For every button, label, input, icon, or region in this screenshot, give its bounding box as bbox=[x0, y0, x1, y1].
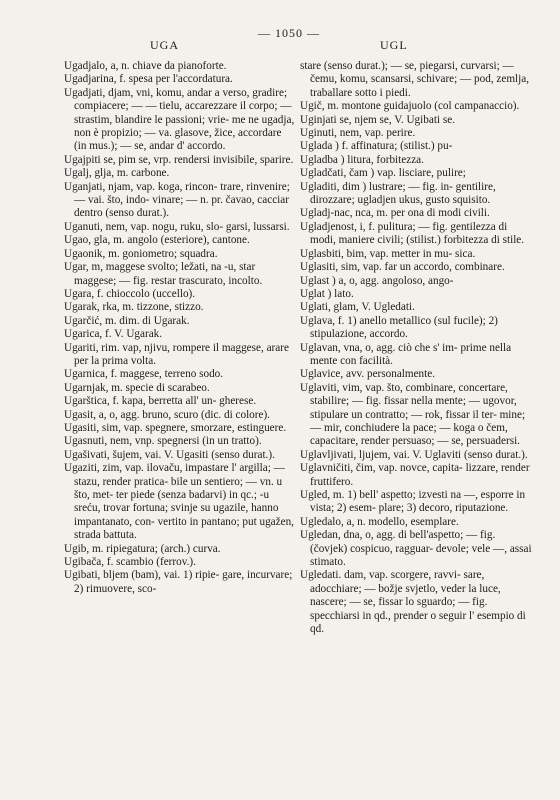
dictionary-entry: Uglaviti, vim, vap. što, combinare, concertare, stabilire; — fig. fissar nella mente; — ugovor, stipulare un contratto; — rok, fissar il ter- mine; — mir, conchiudere la pace; — koga o čem, capacitare, render persuaso; — se, persuadersi. bbox=[300, 381, 526, 448]
dictionary-entry: Uginjati se, njem se, V. Ugibati se. bbox=[300, 113, 455, 126]
dictionary-entry: Uglavničiti, čim, vap. novce, capita- lizzare, render fruttifero. bbox=[300, 462, 530, 488]
dictionary-entry: Ugibati, bljem (bam), vai. 1) ripie- gare, incurvare; 2) rimuovere, sco- bbox=[64, 569, 293, 595]
dictionary-entry: Ugarak, rka, m. tizzone, stizzo. bbox=[64, 301, 204, 314]
page-number: — 1050 — bbox=[258, 26, 320, 40]
left-column bbox=[64, 60, 296, 596]
dictionary-entry: Uglavljivati, ljujem, vai. V. Uglaviti (senso durat.). bbox=[300, 448, 528, 461]
dictionary-entry: Uglavice, avv. personalmente. bbox=[300, 368, 436, 381]
dictionary-entry: Ugarnjak, m. specie di scarabeo. bbox=[64, 381, 210, 394]
dictionary-entry: Ugadjalo, a, n. chiave da pianoforte. bbox=[64, 60, 227, 72]
dictionary-entry: Ugao, gla, m. angolo (esteriore), cantone. bbox=[64, 234, 250, 247]
dictionary-entry: Ugasit, a, o, agg. bruno, scuro (dic. di colore). bbox=[64, 408, 270, 421]
dictionary-entry: Ugledati. dam, vap. scorgere, ravvi- sare, adocchiare; — božje svjetlo, veder la luce, nascere; — se, fissar lo sguardo; — fig. specchiarsi in qd., prender o seguir l' esempio di qd. bbox=[300, 569, 526, 636]
dictionary-entry: Uganuti, nem, vap. nogu, ruku, slo- garsi, lussarsi. bbox=[64, 220, 290, 233]
dictionary-entry: Ugasiti, sim, vap. spegnere, smorzare, estinguere. bbox=[64, 421, 287, 434]
dictionary-entry: Uglava, f. 1) anello metallico (sul fucile); 2) stipulazione, accordo. bbox=[300, 314, 498, 341]
dictionary-entry: Ugaonik, m. goniometro; squadra. bbox=[64, 247, 218, 260]
dictionary-entry: Ugledan, dna, o, agg. di bell'aspetto; — fig. (čovjek) cospicuo, ragguar- devole; vele —, assai stimato. bbox=[300, 529, 532, 569]
dictionary-entry: Uglada ) f. affinatura; (stilist.) pu- bbox=[300, 140, 453, 153]
dictionary-entry: Uginuti, nem, vap. perire. bbox=[300, 127, 416, 140]
dictionary-entry: Ugajpiti se, pim se, vrp. rendersi invisibile, sparire. bbox=[64, 153, 294, 166]
dictionary-entry: Ugarčić, m. dim. di Ugarak. bbox=[64, 314, 190, 327]
dictionary-entry: Ugič, m. montone guidajuolo (col campanaccio). bbox=[300, 100, 520, 113]
dictionary-entry: Ugasnuti, nem, vnp. spegnersi (in un tratto). bbox=[64, 435, 262, 448]
dictionary-entry: Ugašivati, šujem, vai. V. Ugasiti (senso durat.). bbox=[64, 448, 275, 461]
header-right-guide-word: UGL bbox=[380, 38, 408, 52]
dictionary-entry: Ugladjenost, i, f. pulitura; — fig. gentilezza di modi, maniere civili; (stilist.) forbitezza di stile. bbox=[300, 220, 525, 247]
dictionary-entry: Uglavan, vna, o, agg. ciò che s' im- prime nella mente con facilità. bbox=[300, 341, 512, 367]
dictionary-entry: Uganjati, njam, vap. koga, rincon- trare, rinvenire; — vai. što, indo- vinare; — n. pr. čavao, cacciar dentro (senso durat.). bbox=[64, 180, 290, 220]
dictionary-entry: Uglasbiti, bim, vap. metter in mu- sica. bbox=[300, 247, 476, 260]
header-left-guide-word: UGA bbox=[150, 38, 179, 52]
dictionary-entry: Ugariti, rim. vap, njivu, rompere il maggese, arare per la prima volta. bbox=[64, 341, 289, 367]
right-column bbox=[300, 60, 532, 636]
dictionary-entry: Uglast ) a, o, agg. angoloso, ango- bbox=[300, 274, 454, 287]
dictionary-entry: Ugadjarina, f. spesa per l'accordatura. bbox=[64, 73, 233, 86]
dictionary-entry: Ugarica, f. V. Ugarak. bbox=[64, 328, 163, 341]
dictionary-entry: Uglati, glam, V. Ugledati. bbox=[300, 301, 415, 314]
dictionary-entry: Ugara, f. chioccolo (uccello). bbox=[64, 287, 196, 300]
dictionary-entry: Ugladba ) litura, forbitezza. bbox=[300, 153, 424, 166]
dictionary-entry: Ugib, m. ripiegatura; (arch.) curva. bbox=[64, 542, 221, 555]
dictionary-entry: Ugladiti, dim ) lustrare; — fig. in- gentilire, dirozzare; ugladjen ukus, gusto squisito. bbox=[300, 180, 496, 207]
dictionary-entry: Uglasiti, sim, vap. far un accordo, combinare. bbox=[300, 261, 505, 274]
dictionary-entry: Ugled, m. 1) bell' aspetto; izvesti na —, esporre in vista; 2) esem- plare; 3) decoro, riputazione. bbox=[300, 489, 526, 515]
dictionary-entry: Ugladčati, čam ) vap. lisciare, pulire; bbox=[300, 167, 466, 180]
dictionary-entry: Ugledalo, a, n. modello, esemplare. bbox=[300, 515, 459, 528]
dictionary-entry: stare (senso durat.); — se, piegarsi, curvarsi; — čemu, komu, scansarsi, schivare; — pod, zemlja, traballare sotto i piedi. bbox=[300, 60, 530, 99]
dictionary-entry: Ugibača, f. scambio (ferrov.). bbox=[64, 556, 196, 569]
dictionary-entry: Ugalj, glja, m. carbone. bbox=[64, 167, 170, 180]
dictionary-entry: Ugaziti, zim, vap. ilovaču, impastare l' argilla; — stazu, render pratica- bile un sentiero; — vn. u što, met- ter piede (senza badarvi) in qc.; -u sreću, trovar fortuna; svinje su ugazile, hanno impantanato, con- vertito in pantano; put ugažen, strada battuta. bbox=[64, 462, 294, 542]
dictionary-entry: Ugar, m, maggese svolto; ležati, na -u, star maggese; — fig. restar trascurato, incolto. bbox=[64, 261, 263, 287]
dictionary-entry: Uglat ) lato. bbox=[300, 287, 354, 300]
dictionary-entry: Ugladj-nac, nca, m. per ona di modi civili. bbox=[300, 207, 490, 220]
dictionary-entry: Ugarštica, f. kapa, berretta all' un- gherese. bbox=[64, 395, 257, 408]
dictionary-entry: Ugarnica, f. maggese, terreno sodo. bbox=[64, 368, 224, 381]
dictionary-entry: Ugadjati, djam, vni, komu, andar a verso, gradire; compiacere; — — tielu, accarezzare il corpo; — strastim, blandire le passioni; vrie- me ne ugadja, non è propizio; — va. glasove, žice, accordare (in mus.); — se, andar d' accordo. bbox=[64, 86, 295, 153]
